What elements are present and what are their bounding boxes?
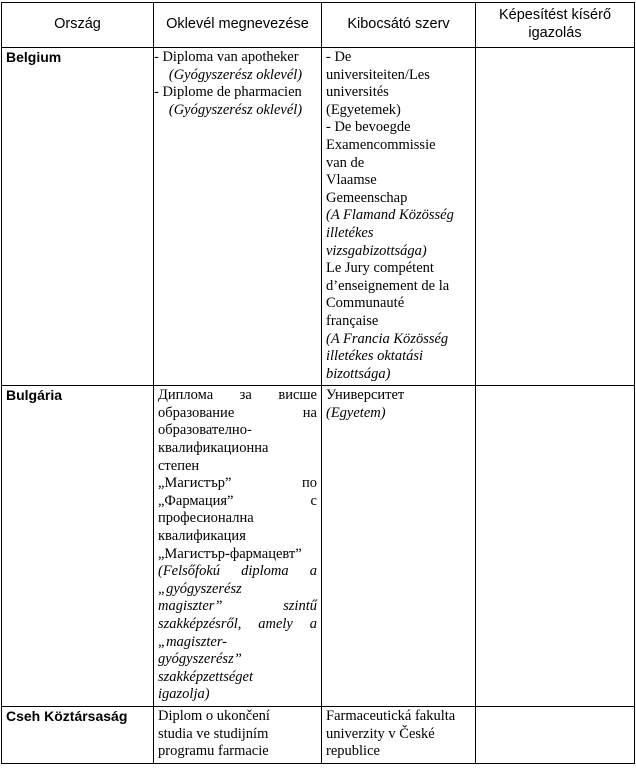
country-cell [2,706,154,763]
issuer-line: illetékes [326,224,374,241]
certificate-cell [476,48,635,386]
issuer-line: - De [326,49,352,65]
certificate-cell [476,386,635,707]
diploma-line: степен [158,457,200,474]
diploma-line: образователно- [158,422,252,439]
diploma-line: „Фармация” с [158,492,317,509]
diploma-line: studia ve studijním [158,725,269,742]
diploma-cell [154,386,322,707]
header-certificate: Képesítést kísérő igazolás [476,3,635,48]
diploma-line: „magiszter- [158,633,227,650]
diploma-line: „gyógyszerész [158,580,242,597]
issuer-line: (A Flamand Közösség [326,207,454,224]
diploma-translation: (Gyógyszerész oklevél) [168,66,303,83]
issuer-line: Le Jury compétent [326,260,434,277]
qualifications-table [1,2,635,764]
diploma-line: gyógyszerész” [158,651,242,668]
issuer-line: Farmaceutická fakulta [326,707,456,724]
issuer-line: bizottsága) [326,365,391,382]
diploma-line: szakképzésről, amely a [158,616,317,632]
diploma-line: szakképzettséget [158,668,254,685]
diploma-line: квалификация [158,528,246,545]
country-name: Belgium [6,49,62,65]
issuer-line: d’enseignement de la [326,277,450,294]
issuer-line: française [326,312,379,329]
header-issuer: Kibocsátó szerv [322,3,476,48]
issuer-line: van de [326,154,365,171]
diploma-line: образование на [158,404,317,421]
issuer-cell [322,48,476,386]
header-diploma: Oklevél megnevezése [154,3,322,48]
issuer-line: republice [326,743,380,760]
diploma-item: - Diploma van apotheker [154,49,299,65]
issuer-line: - De bevoegde [326,119,411,136]
country-name: Cseh Köztársaság [6,707,128,724]
country-cell [2,48,154,386]
issuer-line: (Egyetemek) [326,101,401,118]
issuer-line: Университет [326,387,405,404]
issuer-line: (Egyetem) [326,404,386,421]
diploma-line: професионална [158,510,254,527]
country-cell [2,386,154,707]
issuer-line: illetékes oktatási [326,348,424,365]
diploma-line: (Felsőfokú diploma a [158,563,317,580]
diploma-line: квалификационна [158,440,269,457]
header-row [2,3,635,48]
issuer-line: Examencommissie [326,136,436,153]
country-name: Bulgária [6,387,63,404]
diploma-line: „Магистър” по [158,475,317,492]
issuer-line: Vlaamse [326,172,377,189]
issuer-line: Gemeenschap [326,189,408,206]
diploma-cell [154,706,322,763]
diploma-line: „Магистър-фармацевт” [158,545,302,562]
table-row [2,706,635,763]
issuer-line: universiteiten/Les [326,66,430,83]
issuer-cell [322,386,476,707]
issuer-line: universités [326,84,389,101]
diploma-cell [154,48,322,386]
diploma-line: magiszter” szintű [158,598,317,615]
issuer-cell [322,706,476,763]
issuer-line: univerzity v České [326,725,435,742]
diploma-line: programu farmacie [158,743,269,760]
table-row [2,48,635,386]
diploma-line: Диплома за висше [158,387,317,404]
issuer-line: vizsgabizottsága) [326,242,427,259]
diploma-item: - Diplome de pharmacien [154,84,302,101]
diploma-translation: (Gyógyszerész oklevél) [168,101,303,118]
diploma-line: igazolja) [158,686,210,703]
issuer-line: Communauté [326,295,405,312]
diploma-line: Diplom o ukončení [158,707,270,724]
header-country: Ország [2,3,154,48]
table-row [2,386,635,707]
certificate-cell [476,706,635,763]
issuer-line: (A Francia Közösség [326,330,449,347]
